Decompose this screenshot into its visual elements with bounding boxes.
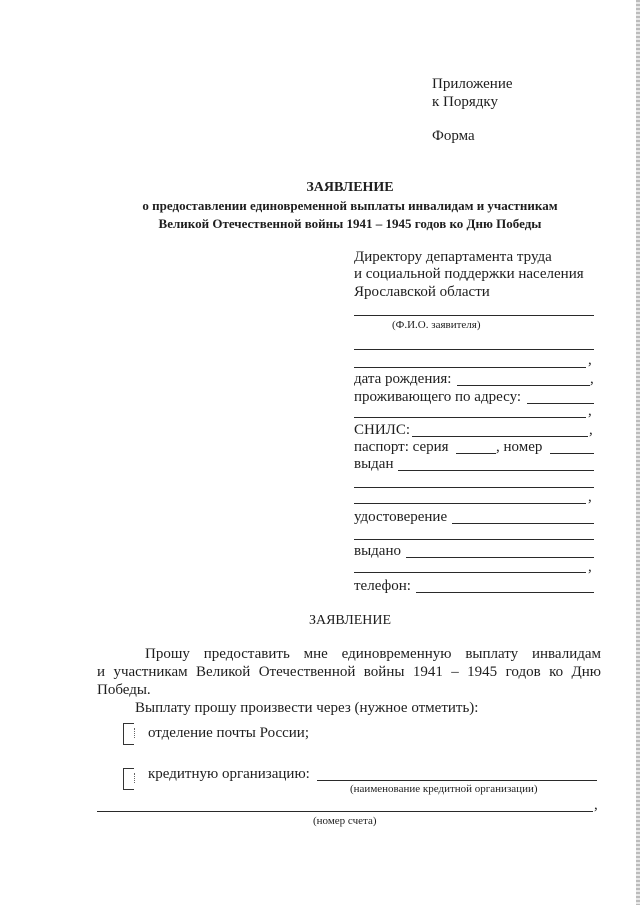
birth-date-label: дата рождения: (354, 371, 452, 387)
order-reference: к Порядку (432, 94, 498, 110)
certificate-field[interactable] (452, 523, 594, 524)
address-label: проживающего по адресу: (354, 389, 522, 405)
scan-edge (636, 0, 640, 905)
certificate-label: удостоверение (354, 509, 448, 525)
fio-continuation-field[interactable] (354, 349, 594, 350)
document-title: ЗАЯВЛЕНИЕ (306, 180, 394, 195)
phone-field[interactable] (416, 592, 594, 593)
credit-organization-caption: (наименование кредитной организации) (350, 783, 538, 795)
form-label: Форма (432, 128, 475, 144)
issued-field[interactable] (398, 470, 594, 471)
birth-date-field[interactable] (457, 385, 590, 386)
fio-caption: (Ф.И.О. заявителя) (392, 319, 481, 331)
post-office-option-label: отделение почты России; (148, 725, 310, 741)
request-text-line2: и участникам Великой Отечественной войны 1941 – 1945 годов ко Дню (97, 664, 601, 680)
document-subtitle-line2: Великой Отечественной войны 1941 – 1945 годов ко Дню Победы (158, 216, 542, 231)
addressee-line1: Директору департамента труда (354, 249, 552, 265)
credit-organization-field[interactable] (317, 780, 597, 781)
comma-mark: , (588, 559, 592, 575)
request-text-line3: Победы. (97, 682, 151, 698)
address-field-2[interactable] (354, 417, 586, 418)
passport-series-label: паспорт: серия (354, 439, 449, 455)
account-number-caption: (номер счета) (313, 815, 377, 827)
account-number-field[interactable] (97, 811, 593, 812)
addressee-line3: Ярославской области (354, 284, 490, 300)
issued-neuter-label: выдано (354, 543, 401, 559)
passport-number-label: , номер (496, 439, 543, 455)
issued-neuter-field-2[interactable] (354, 572, 586, 573)
passport-series-field[interactable] (456, 453, 496, 454)
addressee-line2: и социальной поддержки населения (354, 266, 584, 282)
passport-number-field[interactable] (550, 453, 594, 454)
comma-mark: , (589, 422, 593, 438)
issued-neuter-field[interactable] (406, 557, 594, 558)
issued-label: выдан (354, 456, 394, 472)
snils-label: СНИЛС: (354, 422, 411, 438)
comma-mark: , (594, 797, 598, 813)
credit-organization-checkbox[interactable] (123, 768, 134, 790)
comma-mark: , (590, 371, 594, 387)
appendix-label: Приложение (432, 76, 513, 92)
comma-mark: , (588, 352, 592, 368)
comma-mark: , (588, 403, 592, 419)
issued-field-2[interactable] (354, 487, 594, 488)
fio-field[interactable] (354, 315, 594, 316)
issued-field-3[interactable] (354, 503, 586, 504)
body-heading: ЗАЯВЛЕНИЕ (308, 613, 392, 628)
payment-method-prompt: Выплату прошу произвести через (нужное отметить): (135, 700, 479, 716)
credit-organization-option-label: кредитную организацию: (148, 766, 310, 782)
snils-field[interactable] (412, 436, 588, 437)
fio-continuation-field-2[interactable] (354, 367, 586, 368)
comma-mark: , (588, 489, 592, 505)
phone-label: телефон: (354, 578, 411, 594)
certificate-field-2[interactable] (354, 539, 594, 540)
document-subtitle-line1: о предоставлении единовременной выплаты инвалидам и участникам (142, 198, 558, 213)
request-text-line1: Прошу предоставить мне единовременную выплату инвалидам (145, 646, 601, 662)
post-office-checkbox[interactable] (123, 723, 134, 745)
address-field[interactable] (527, 403, 594, 404)
